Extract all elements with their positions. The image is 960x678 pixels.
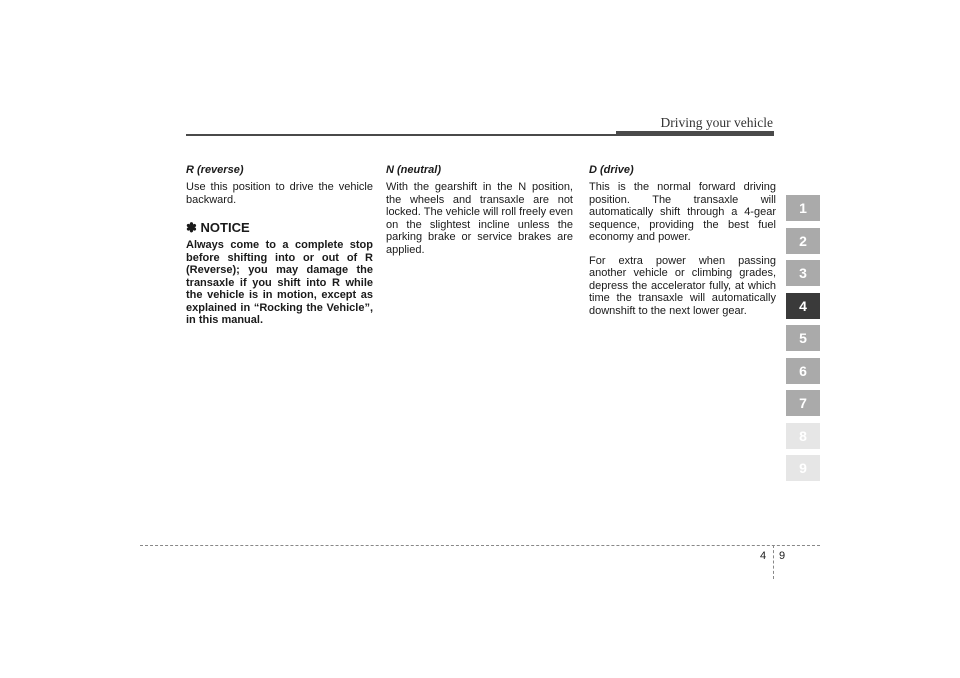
drive-body-2: For extra power when passing another vehicle or climbing grades, depress the accelerator fully, at which time the transaxle will automatically downshift to the next lower gear. [589,254,776,317]
column-drive [589,164,776,328]
chapter-tab-9[interactable]: 9 [786,455,820,481]
drive-body-1: This is the normal forward driving position. The transaxle will automatically shift through a 4-gear sequence, providing the best fuel economy and power. [589,181,776,243]
page-number: 9 [779,550,786,562]
page-chapter-number: 4 [760,550,767,562]
neutral-heading: N (neutral) [386,164,441,176]
notice-heading [186,220,373,236]
chapter-tab-8[interactable]: 8 [786,423,820,449]
chapter-tab-7[interactable]: 7 [786,390,820,416]
footer-rule [140,545,820,546]
footer-divider [773,545,774,579]
notice-body: Always come to a complete stop before shifting into or out of R (Reverse); you may damage the transaxle if you shift into R while the vehicle is in motion, except as explained in “Rocking the Vehicle”, in this manual. [186,239,373,326]
notice-label: NOTICE [200,220,250,235]
chapter-tabs [786,195,820,488]
column-neutral [386,164,573,267]
chapter-tab-5[interactable]: 5 [786,325,820,351]
header-title: Driving your vehicle [660,115,773,130]
chapter-tab-3[interactable]: 3 [786,260,820,286]
drive-heading: D (drive) [589,164,634,176]
chapter-tab-2[interactable]: 2 [786,228,820,254]
column-reverse [186,164,373,338]
header-rule-accent [616,131,774,136]
reverse-heading: R (reverse) [186,164,244,176]
chapter-tab-1[interactable]: 1 [786,195,820,221]
chapter-tab-6[interactable]: 6 [786,358,820,384]
reverse-body: Use this position to drive the vehicle backward. [186,181,373,206]
neutral-body: With the gearshift in the N position, the wheels and transaxle are not locked. The vehicle will roll freely even on the slightest incline unless the parking brake or service brakes are applied. [386,181,573,256]
chapter-tab-4[interactable]: 4 [786,293,820,319]
notice-icon: ✽ [186,220,197,235]
